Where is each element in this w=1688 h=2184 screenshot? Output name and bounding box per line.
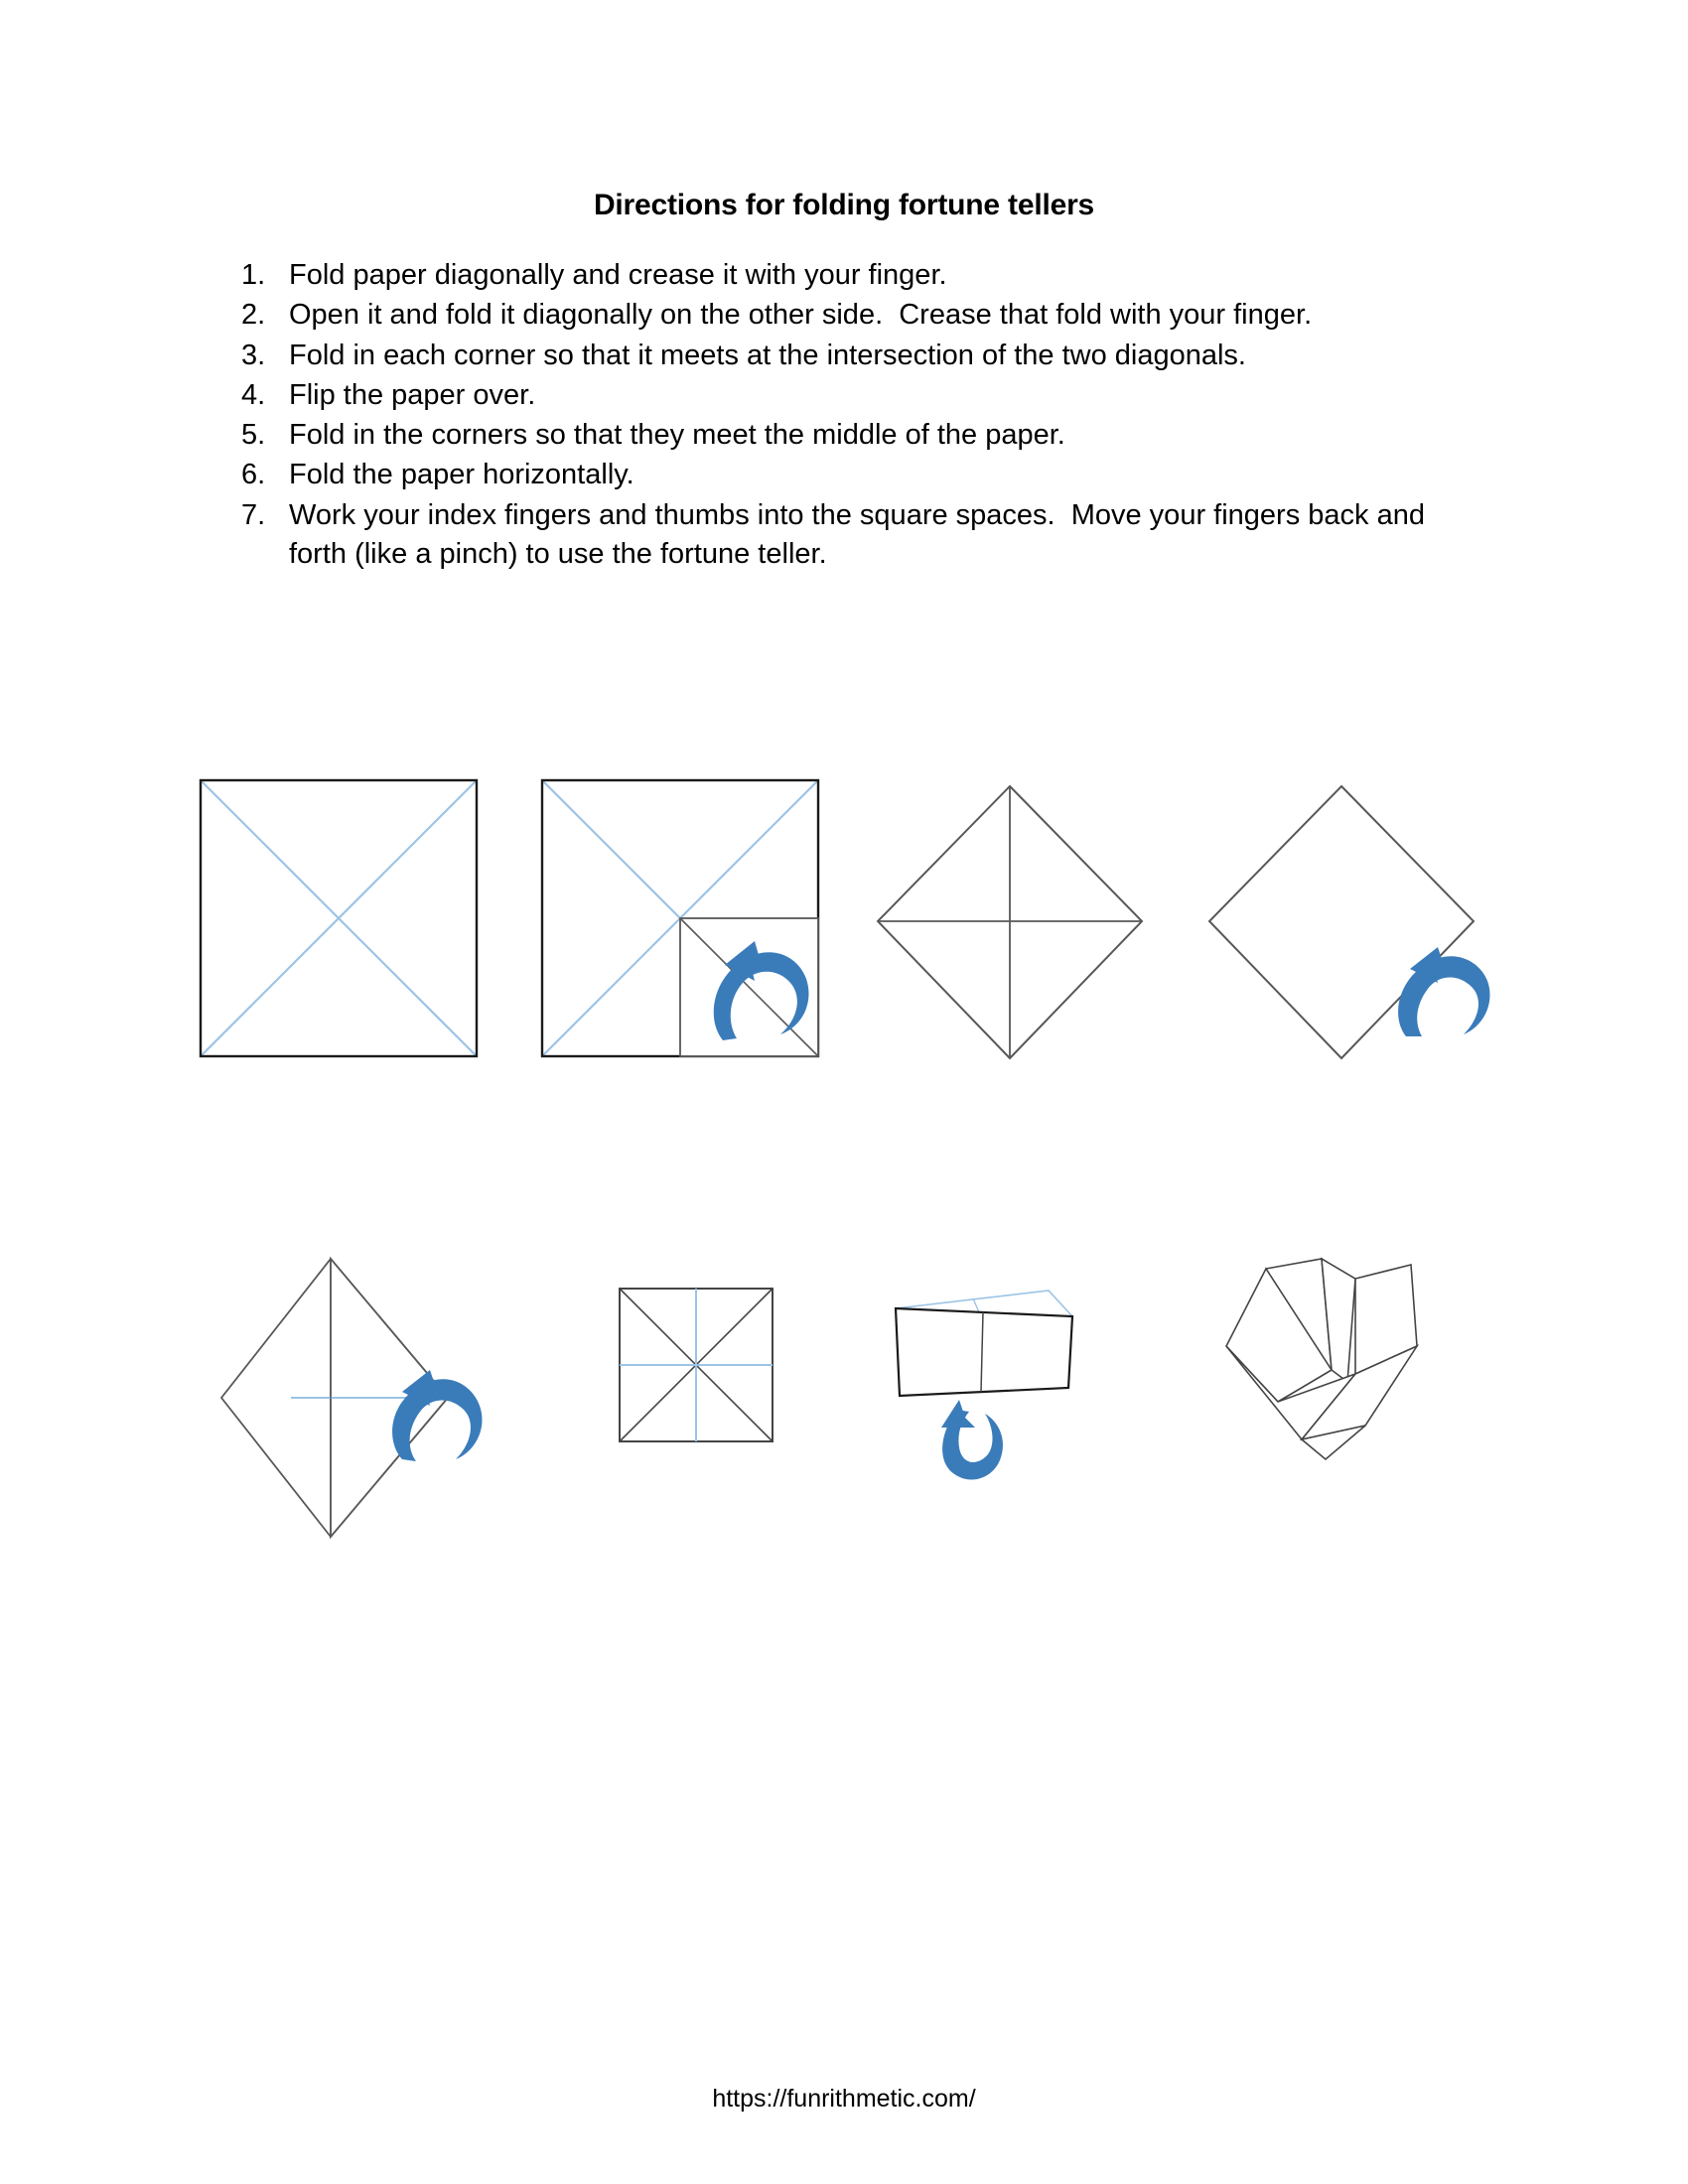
list-item	[241, 456, 1463, 494]
step-text: Fold in the corners so that they meet the middle of the paper.	[289, 419, 1065, 452]
step-text: Fold in each corner so that it meets at the intersection of the two diagonals.	[289, 339, 1246, 371]
step-number: 3.	[241, 339, 266, 371]
step-number: 5.	[241, 419, 266, 452]
figure-1-square-with-diagonals	[195, 774, 483, 1062]
step-number: 4.	[241, 378, 266, 411]
step-text: Flip the paper over.	[289, 378, 536, 411]
figure-row-two	[0, 1251, 1688, 1578]
step-number: 6.	[241, 459, 266, 491]
list-item	[241, 256, 1463, 295]
crease-lines	[201, 780, 477, 1056]
figure-5-corner-to-center	[213, 1251, 531, 1549]
step-number: 2.	[241, 299, 266, 332]
list-item	[241, 337, 1463, 375]
step-number: 1.	[241, 259, 266, 291]
step-text: Open it and fold it diagonally on the other side. Crease that fold with your finger.	[289, 299, 1313, 332]
step-text: Fold the paper horizontally.	[289, 459, 634, 491]
figure-6-small-square	[612, 1281, 780, 1449]
paper-outline	[1226, 1259, 1417, 1459]
list-item	[241, 296, 1463, 335]
paper-outline	[896, 1308, 1072, 1396]
instruction-list	[241, 256, 1463, 575]
fold-arrow-icon	[941, 1400, 1003, 1480]
footer-url[interactable]: https://funrithmetic.com/	[712, 2085, 976, 2113]
list-item	[241, 416, 1463, 455]
figure-row-one	[0, 774, 1688, 1102]
step-number: 7.	[241, 498, 266, 531]
step-text: Work your index fingers and thumbs into the square spaces. Move your fingers back and forth (like a pinch) to use the fortune teller.	[289, 498, 1434, 570]
step-text: Fold paper diagonally and crease it with your finger.	[289, 259, 947, 291]
page-title: Directions for folding fortune tellers	[593, 189, 1095, 221]
figure-2-corner-fold	[536, 774, 834, 1072]
paper-outline	[1209, 786, 1474, 1058]
list-item	[241, 376, 1463, 415]
figure-7-horizontal-fold	[874, 1271, 1112, 1489]
figure-4-diamond-flip	[1197, 774, 1495, 1072]
list-item	[241, 496, 1463, 575]
figure-3-diamond-with-creases	[866, 774, 1154, 1072]
figure-8-finished-fortune-teller	[1206, 1251, 1465, 1479]
